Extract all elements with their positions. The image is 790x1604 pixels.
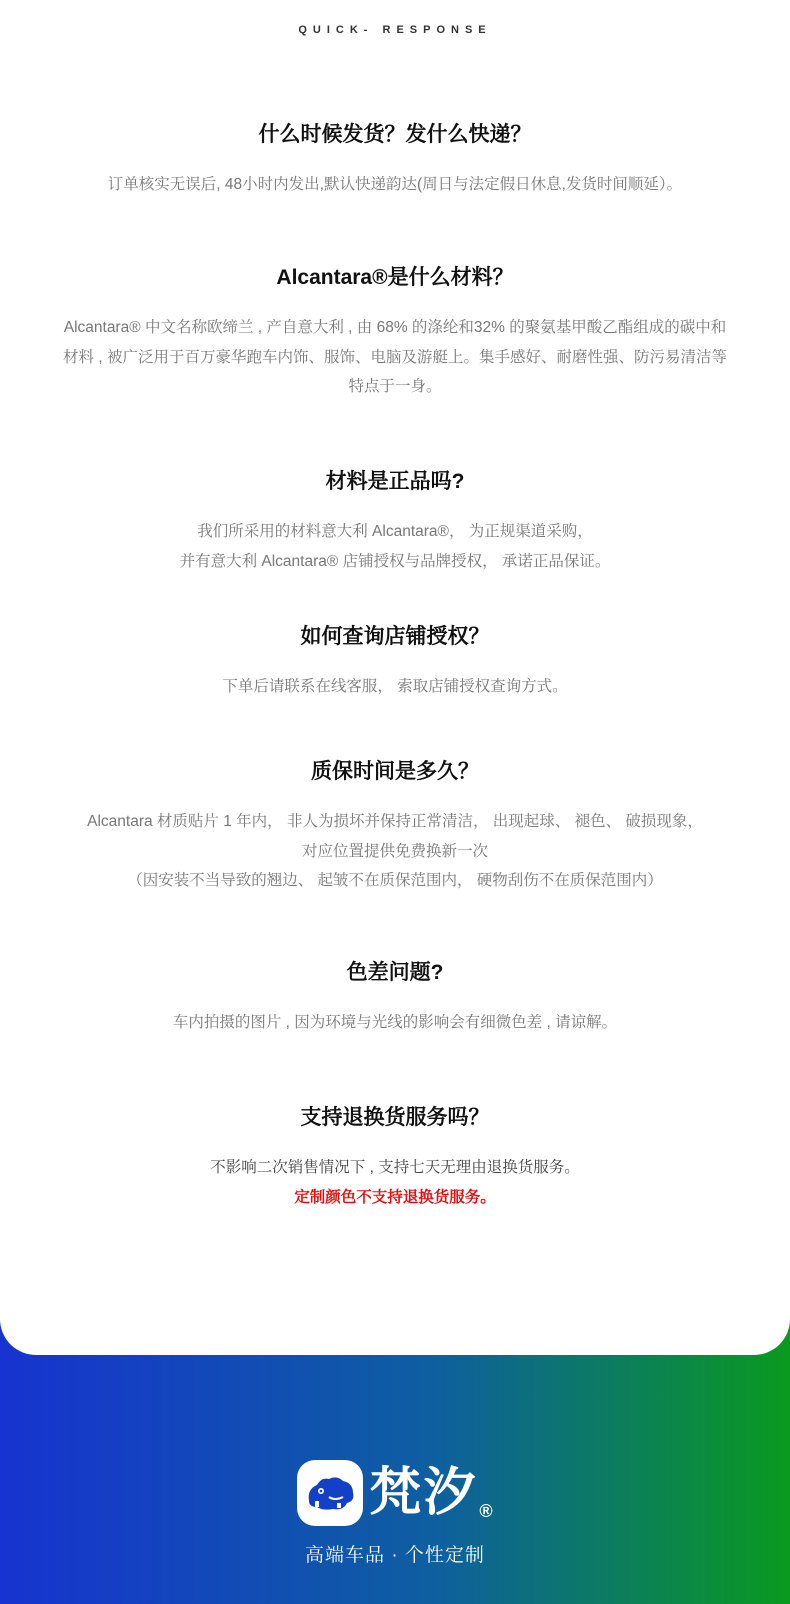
faq-warranty [0,757,790,896]
hippo-logo-icon [297,1460,363,1526]
brand-name: 梵汐 [369,1464,478,1522]
faq-alcantara-material [0,263,790,402]
faq-question: 材料是正品吗? [325,470,465,493]
faq-question: Alcantara®是什么材料？ [276,266,514,289]
answer-line: 不影响二次销售情况下 , 支持七天无理由退换货服务。 [210,1159,580,1176]
faq-answer [0,1008,790,1038]
answer-line: 下单后请联系在线客服， 索取店铺授权查询方式。 [222,678,568,695]
answer-line: Alcantara 材质贴片 1 年内， 非人为损坏并保持正常清洁， 出现起球、 褪色、 破损现象， [87,813,703,830]
answer-line: 我们所采用的材料意大利 Alcantara®， 为正规渠道采购， [197,523,593,540]
answer-line: Alcantara® 中文名称欧缔兰 , 产自意大利 , 由 68% 的涤纶和32% 的聚氨基甲酸乙酯组成的碳中和 [63,319,727,336]
return-exception-note: 定制颜色不支持退换货服务。 [294,1188,496,1206]
faq-answer [0,313,790,402]
faq-returns [0,1103,790,1212]
faq-question: 质保时间是多久？ [311,760,479,783]
brand-tagline: 高端车品 · 个性定制 [305,1545,485,1566]
answer-line: 并有意大利 Alcantara® 店铺授权与品牌授权， 承诺正品保证。 [179,552,611,570]
faq-question: 色差问题? [346,961,444,984]
answer-line: 订单核实无误后, 48小时内发出,默认快递韵达(周日与法定假日休息,发货时间顺延）。 [107,176,683,193]
answer-line: 车内拍摄的图片 , 因为环境与光线的影响会有细微色差 , 请谅解。 [172,1014,618,1031]
faq-answer [0,170,790,200]
faq-authentic [0,467,790,576]
faq-answer [0,807,790,896]
quick-response-label: QUICK- RESPONSE [298,24,492,36]
answer-line: （因安装不当导致的翘边、 起皱不在质保范围内， 硬物刮伤不在质保范围内） [127,872,663,889]
faq-store-authorization [0,622,790,702]
answer-line: 对应位置提供免费换新一次 [301,842,488,860]
brand-footer [0,1355,790,1604]
registered-mark: ® [479,1501,493,1521]
brand-logo [0,1460,790,1526]
faq-answer [0,672,790,702]
faq-color-difference [0,958,790,1038]
answer-line: 特点于一身。 [348,378,442,395]
faq-shipping [0,120,790,200]
faq-question: 支持退换货服务吗？ [300,1106,490,1129]
faq-question: 什么时候发货？发什么快递？ [258,123,532,146]
faq-question: 如何查询店铺授权？ [300,625,490,648]
faq-answer [0,517,790,576]
faq-answer [0,1153,790,1212]
answer-line: 材料 , 被广泛用于百万豪华跑车内饰、服饰、电脑及游艇上。集手感好、耐磨性强、防污易清洁等 [63,348,727,366]
